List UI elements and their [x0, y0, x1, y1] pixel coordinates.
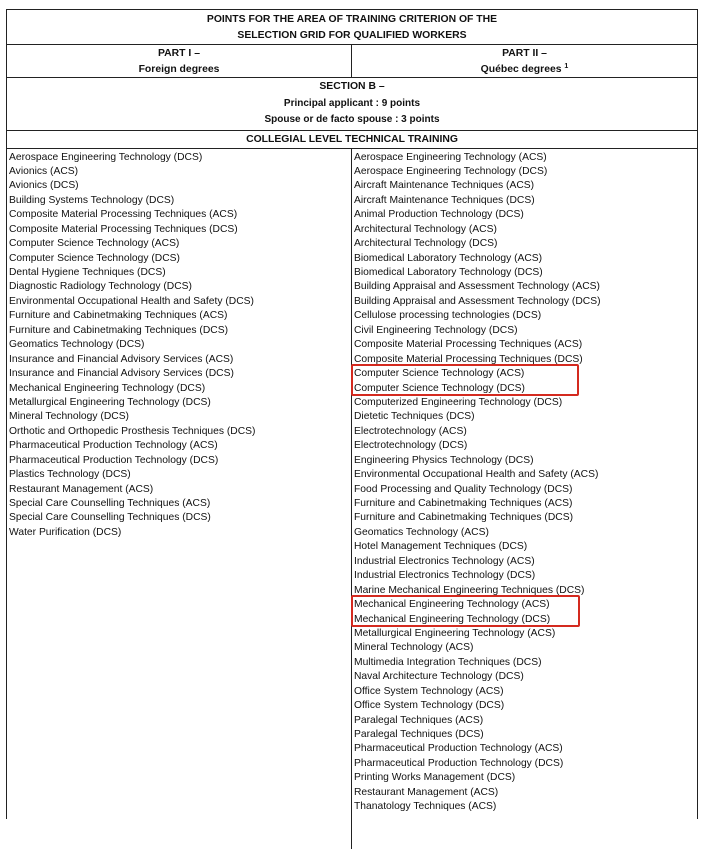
foreign-program-item: Composite Material Processing Techniques (DCS) [9, 223, 238, 235]
foreign-program-item: Mineral Technology (DCS) [9, 411, 129, 423]
quebec-program-item: Furniture and Cabinetmaking Techniques (DCS) [354, 512, 574, 524]
foreign-program-item: Mechanical Engineering Technology (DCS) [9, 382, 206, 394]
part1-header [7, 45, 352, 77]
foreign-program-item: Diagnostic Radiology Technology (DCS) [9, 281, 192, 293]
quebec-program-item: Thanatology Techniques (ACS) [354, 801, 497, 813]
quebec-program-item: Cellulose processing technologies (DCS) [354, 310, 542, 322]
quebec-program-item: Computer Science Technology (ACS) [354, 368, 525, 380]
quebec-program-item: Composite Material Processing Techniques (DCS) [354, 353, 583, 365]
table-title [7, 10, 697, 45]
quebec-program-item: Computer Science Technology (DCS) [354, 382, 525, 394]
quebec-program-item: Composite Material Processing Techniques (ACS) [354, 339, 583, 351]
foreign-program-item: Dental Hygiene Techniques (DCS) [9, 267, 166, 278]
quebec-program-item: Metallurgical Engineering Technology (ACS) [354, 627, 556, 639]
quebec-program-item: Electrotechnology (DCS) [354, 440, 468, 452]
quebec-program-item: Civil Engineering Technology (DCS) [354, 324, 518, 336]
quebec-program-item: Architectural Technology (ACS) [354, 223, 497, 235]
foreign-program-item: Special Care Counselling Techniques (DCS) [9, 512, 211, 524]
quebec-program-item: Animal Production Technology (DCS) [354, 209, 524, 221]
foreign-program-item: Computer Science Technology (DCS) [9, 252, 180, 264]
quebec-program-item: Mechanical Engineering Technology (ACS) [354, 599, 550, 611]
principal-applicant-points: Principal applicant : 9 points [283, 97, 421, 109]
foreign-program-item: Pharmaceutical Production Technology (DCS) [9, 454, 219, 466]
foreign-program-item: Geomatics Technology (DCS) [9, 339, 145, 351]
quebec-program-item: Aerospace Engineering Technology (DCS) [354, 165, 548, 177]
spouse-points: Spouse or de facto spouse : 3 points [264, 114, 440, 125]
section-b-header [7, 78, 697, 131]
quebec-program-item: Multimedia Integration Techniques (DCS) [354, 656, 542, 668]
quebec-program-item: Architectural Technology (DCS) [354, 238, 498, 250]
foreign-program-item: Building Systems Technology (DCS) [9, 194, 175, 206]
quebec-program-item: Engineering Physics Technology (DCS) [354, 454, 534, 466]
quebec-program-item: Geomatics Technology (ACS) [354, 526, 489, 538]
foreign-program-item: Avionics (ACS) [9, 165, 79, 177]
foreign-program-item: Plastics Technology (DCS) [9, 469, 131, 481]
quebec-program-item: Biomedical Laboratory Technology (DCS) [354, 267, 543, 278]
part1-heading: PART I – [158, 48, 200, 59]
quebec-program-item: Printing Works Management (DCS) [354, 772, 516, 784]
quebec-degree-list [352, 149, 697, 849]
quebec-program-item: Environmental Occupational Health and Safety (ACS) [354, 469, 599, 481]
foreign-program-item: Special Care Counselling Techniques (ACS) [9, 498, 211, 509]
foreign-program-item: Furniture and Cabinetmaking Techniques (DCS) [9, 324, 229, 336]
foreign-program-item: Computer Science Technology (ACS) [9, 238, 180, 250]
quebec-program-item: Industrial Electronics Technology (DCS) [354, 570, 536, 582]
quebec-program-item: Furniture and Cabinetmaking Techniques (ACS) [354, 498, 573, 509]
quebec-program-item: Food Processing and Quality Technology (DCS) [354, 483, 573, 495]
quebec-program-item: Building Appraisal and Assessment Technology (ACS) [354, 281, 600, 293]
quebec-program-item: Building Appraisal and Assessment Technology (DCS) [354, 295, 601, 307]
quebec-program-item: Restaurant Management (ACS) [354, 786, 499, 798]
quebec-program-item: Electrotechnology (ACS) [354, 425, 467, 437]
training-criterion-table [6, 9, 698, 819]
foreign-program-item: Restaurant Management (ACS) [9, 483, 154, 495]
quebec-program-item: Aircraft Maintenance Techniques (DCS) [354, 194, 535, 206]
foreign-program-item: Furniture and Cabinetmaking Techniques (ACS) [9, 310, 228, 322]
part2-heading: PART II – [502, 48, 547, 59]
quebec-program-item: Industrial Electronics Technology (ACS) [354, 555, 535, 567]
quebec-program-item: Mechanical Engineering Technology (DCS) [354, 613, 551, 625]
quebec-program-item: Hotel Management Techniques (DCS) [354, 541, 528, 553]
foreign-program-item: Orthotic and Orthopedic Prosthesis Techniques (DCS) [9, 425, 256, 437]
quebec-program-item: Aerospace Engineering Technology (ACS) [354, 151, 547, 163]
table-title-line1: POINTS FOR THE AREA OF TRAINING CRITERION OF THE [206, 14, 498, 25]
highlight-box-mechanical-engineering [351, 595, 580, 627]
foreign-program-item: Avionics (DCS) [9, 180, 79, 192]
foreign-program-item: Composite Material Processing Techniques (ACS) [9, 209, 238, 221]
foreign-degree-list [7, 149, 352, 849]
category-heading: COLLEGIAL LEVEL TECHNICAL TRAINING [7, 131, 697, 149]
foreign-program-item: Water Purification (DCS) [9, 526, 122, 538]
part2-footnote-marker: 1 [564, 62, 569, 70]
part2-header [352, 45, 697, 77]
part2-subheading: Québec degrees [480, 63, 562, 75]
part2-subheading-wrap [352, 62, 697, 78]
quebec-program-item: Dietetic Techniques (DCS) [354, 411, 475, 423]
foreign-program-item: Insurance and Financial Advisory Services (DCS) [9, 368, 234, 380]
part1-subheading: Foreign degrees [138, 63, 220, 75]
quebec-program-item: Aircraft Maintenance Techniques (ACS) [354, 180, 535, 192]
quebec-program-item: Mineral Technology (ACS) [354, 642, 474, 654]
parts-header [7, 45, 697, 78]
quebec-program-item: Pharmaceutical Production Technology (DCS) [354, 757, 564, 769]
quebec-program-item: Computerized Engineering Technology (DCS) [354, 396, 563, 408]
quebec-program-item: Office System Technology (ACS) [354, 685, 504, 697]
quebec-program-item: Marine Mechanical Engineering Techniques (DCS) [354, 584, 585, 596]
quebec-program-item: Pharmaceutical Production Technology (ACS) [354, 743, 563, 755]
foreign-program-item: Insurance and Financial Advisory Services (ACS) [9, 353, 234, 365]
quebec-program-item: Paralegal Techniques (DCS) [354, 729, 484, 740]
quebec-program-item: Biomedical Laboratory Technology (ACS) [354, 252, 543, 264]
foreign-program-item: Metallurgical Engineering Technology (DCS) [9, 396, 211, 408]
foreign-program-item: Pharmaceutical Production Technology (ACS) [9, 440, 218, 452]
quebec-program-item: Office System Technology (DCS) [354, 700, 505, 712]
quebec-program-item: Paralegal Techniques (ACS) [354, 714, 484, 726]
highlight-box-computer-science [351, 364, 579, 396]
table-title-line2: SELECTION GRID FOR QUALIFIED WORKERS [237, 30, 467, 41]
foreign-program-item: Aerospace Engineering Technology (DCS) [9, 151, 203, 163]
foreign-program-item: Environmental Occupational Health and Safety (DCS) [9, 295, 254, 307]
section-heading: SECTION B – [319, 81, 385, 92]
program-lists [7, 149, 697, 849]
quebec-program-item: Naval Architecture Technology (DCS) [354, 671, 524, 683]
